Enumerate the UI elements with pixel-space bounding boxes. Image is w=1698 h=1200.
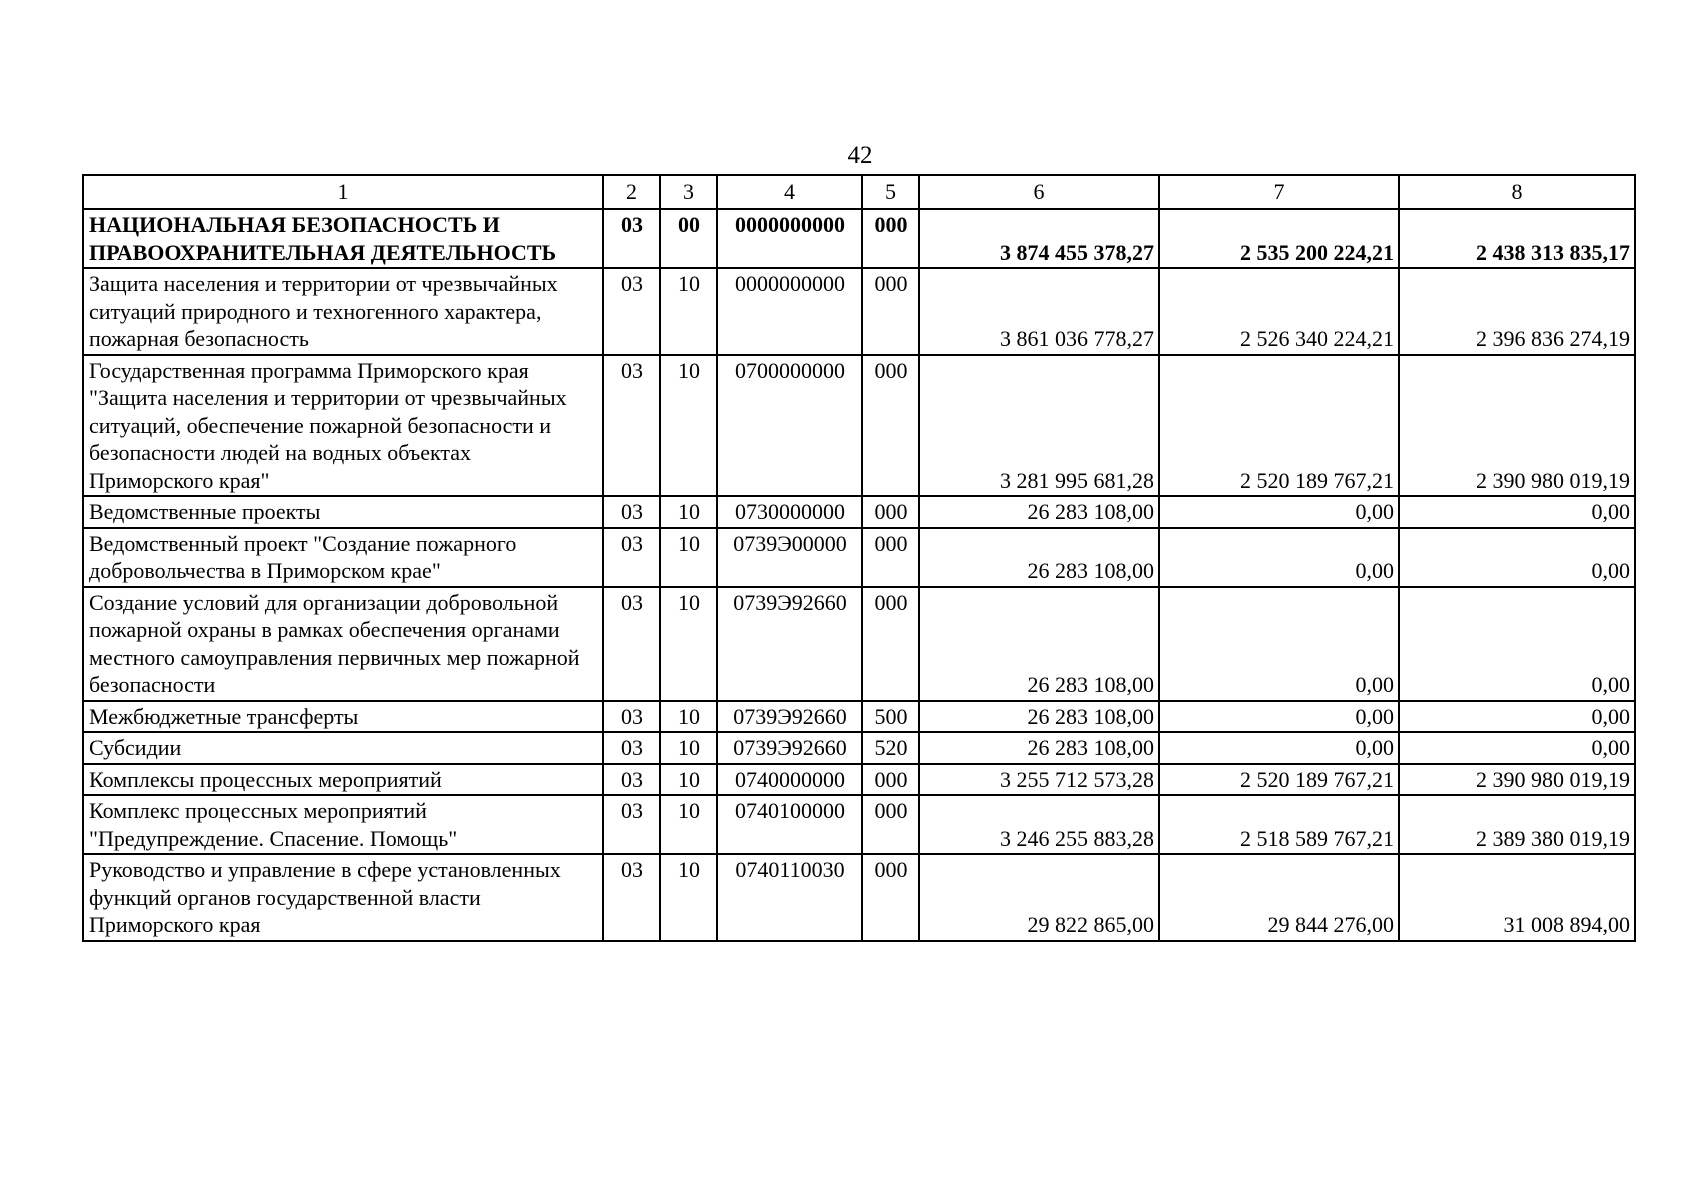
amount-col6: 26 283 108,00 xyxy=(919,528,1159,587)
subsection-code: 10 xyxy=(660,355,717,497)
item-name: Комплексы процессных мероприятий xyxy=(83,764,603,796)
table-row xyxy=(83,795,1635,854)
item-name: Комплекс процессных мероприятий "Предупреждение. Спасение. Помощь" xyxy=(83,795,603,854)
section-code: 03 xyxy=(603,701,660,733)
section-code: 03 xyxy=(603,355,660,497)
subsection-code: 00 xyxy=(660,209,717,268)
amount-col6: 3 874 455 378,27 xyxy=(919,209,1159,268)
amount-col8: 31 008 894,00 xyxy=(1399,854,1635,941)
amount-col8: 2 438 313 835,17 xyxy=(1399,209,1635,268)
subsection-code: 10 xyxy=(660,528,717,587)
item-name: Государственная программа Приморского края "Защита населения и территории от чрезвычайных ситуаций, обеспечение пожарной безопасности и безопасности людей на водных объектах Приморского края" xyxy=(83,355,603,497)
amount-col8: 0,00 xyxy=(1399,701,1635,733)
target-article-code: 0739Э92660 xyxy=(717,701,862,733)
subsection-code: 10 xyxy=(660,854,717,941)
page-number: 42 xyxy=(847,142,873,169)
expense-type-code: 000 xyxy=(862,764,919,796)
column-header: 2 xyxy=(603,175,660,209)
target-article-code: 0000000000 xyxy=(717,268,862,355)
item-name: Создание условий для организации добровольной пожарной охраны в рамках обеспечения органами местного самоуправления первичных мер пожарной безопасности xyxy=(83,587,603,701)
target-article-code: 0739Э92660 xyxy=(717,732,862,764)
expense-type-code: 500 xyxy=(862,701,919,733)
column-header: 5 xyxy=(862,175,919,209)
expense-type-code: 000 xyxy=(862,854,919,941)
amount-col6: 26 283 108,00 xyxy=(919,587,1159,701)
target-article-code: 0000000000 xyxy=(717,209,862,268)
amount-col6: 3 246 255 883,28 xyxy=(919,795,1159,854)
target-article-code: 0700000000 xyxy=(717,355,862,497)
amount-col7: 0,00 xyxy=(1159,701,1399,733)
expense-type-code: 000 xyxy=(862,587,919,701)
table-row xyxy=(83,701,1635,733)
subsection-code: 10 xyxy=(660,732,717,764)
column-header: 7 xyxy=(1159,175,1399,209)
amount-col8: 2 390 980 019,19 xyxy=(1399,764,1635,796)
section-code: 03 xyxy=(603,528,660,587)
item-name: Межбюджетные трансферты xyxy=(83,701,603,733)
column-number-row xyxy=(83,175,1635,209)
subsection-code: 10 xyxy=(660,496,717,528)
amount-col8: 0,00 xyxy=(1399,528,1635,587)
section-code: 03 xyxy=(603,764,660,796)
table-row xyxy=(83,209,1635,268)
amount-col7: 0,00 xyxy=(1159,732,1399,764)
item-name: Ведомственные проекты xyxy=(83,496,603,528)
table-body xyxy=(83,175,1635,941)
amount-col6: 3 281 995 681,28 xyxy=(919,355,1159,497)
amount-col7: 29 844 276,00 xyxy=(1159,854,1399,941)
target-article-code: 0740100000 xyxy=(717,795,862,854)
section-code: 03 xyxy=(603,795,660,854)
target-article-code: 0730000000 xyxy=(717,496,862,528)
amount-col7: 2 535 200 224,21 xyxy=(1159,209,1399,268)
column-header: 3 xyxy=(660,175,717,209)
section-code: 03 xyxy=(603,496,660,528)
item-name: Защита населения и территории от чрезвычайных ситуаций природного и техногенного характера, пожарная безопасность xyxy=(83,268,603,355)
column-header: 4 xyxy=(717,175,862,209)
subsection-code: 10 xyxy=(660,701,717,733)
amount-col7: 2 518 589 767,21 xyxy=(1159,795,1399,854)
target-article-code: 0740110030 xyxy=(717,854,862,941)
item-name: НАЦИОНАЛЬНАЯ БЕЗОПАСНОСТЬ И ПРАВООХРАНИТЕЛЬНАЯ ДЕЯТЕЛЬНОСТЬ xyxy=(83,209,603,268)
expense-type-code: 000 xyxy=(862,209,919,268)
amount-col8: 2 390 980 019,19 xyxy=(1399,355,1635,497)
amount-col8: 0,00 xyxy=(1399,587,1635,701)
amount-col7: 0,00 xyxy=(1159,496,1399,528)
table-row xyxy=(83,854,1635,941)
amount-col7: 0,00 xyxy=(1159,587,1399,701)
table-row xyxy=(83,764,1635,796)
amount-col7: 2 520 189 767,21 xyxy=(1159,355,1399,497)
amount-col8: 2 396 836 274,19 xyxy=(1399,268,1635,355)
expense-type-code: 000 xyxy=(862,355,919,497)
amount-col6: 29 822 865,00 xyxy=(919,854,1159,941)
table-row xyxy=(83,732,1635,764)
expense-type-code: 000 xyxy=(862,528,919,587)
target-article-code: 0739Э92660 xyxy=(717,587,862,701)
section-code: 03 xyxy=(603,268,660,355)
amount-col8: 0,00 xyxy=(1399,732,1635,764)
column-header: 8 xyxy=(1399,175,1635,209)
amount-col7: 2 526 340 224,21 xyxy=(1159,268,1399,355)
item-name: Ведомственный проект "Создание пожарного добровольчества в Приморском крае" xyxy=(83,528,603,587)
subsection-code: 10 xyxy=(660,764,717,796)
expense-type-code: 000 xyxy=(862,496,919,528)
amount-col8: 2 389 380 019,19 xyxy=(1399,795,1635,854)
section-code: 03 xyxy=(603,587,660,701)
item-name: Руководство и управление в сфере установленных функций органов государственной власти Приморского края xyxy=(83,854,603,941)
amount-col8: 0,00 xyxy=(1399,496,1635,528)
amount-col6: 3 255 712 573,28 xyxy=(919,764,1159,796)
amount-col6: 3 861 036 778,27 xyxy=(919,268,1159,355)
expense-type-code: 520 xyxy=(862,732,919,764)
column-header: 1 xyxy=(83,175,603,209)
subsection-code: 10 xyxy=(660,268,717,355)
target-article-code: 0740000000 xyxy=(717,764,862,796)
expense-type-code: 000 xyxy=(862,268,919,355)
section-code: 03 xyxy=(603,732,660,764)
table-row xyxy=(83,587,1635,701)
column-header: 6 xyxy=(919,175,1159,209)
table-row xyxy=(83,528,1635,587)
item-name: Субсидии xyxy=(83,732,603,764)
target-article-code: 0739Э00000 xyxy=(717,528,862,587)
table-row xyxy=(83,496,1635,528)
amount-col7: 2 520 189 767,21 xyxy=(1159,764,1399,796)
table-row xyxy=(83,268,1635,355)
section-code: 03 xyxy=(603,854,660,941)
amount-col6: 26 283 108,00 xyxy=(919,732,1159,764)
table-row xyxy=(83,355,1635,497)
expense-type-code: 000 xyxy=(862,795,919,854)
subsection-code: 10 xyxy=(660,587,717,701)
amount-col7: 0,00 xyxy=(1159,528,1399,587)
section-code: 03 xyxy=(603,209,660,268)
budget-table xyxy=(82,174,1636,942)
subsection-code: 10 xyxy=(660,795,717,854)
amount-col6: 26 283 108,00 xyxy=(919,701,1159,733)
amount-col6: 26 283 108,00 xyxy=(919,496,1159,528)
